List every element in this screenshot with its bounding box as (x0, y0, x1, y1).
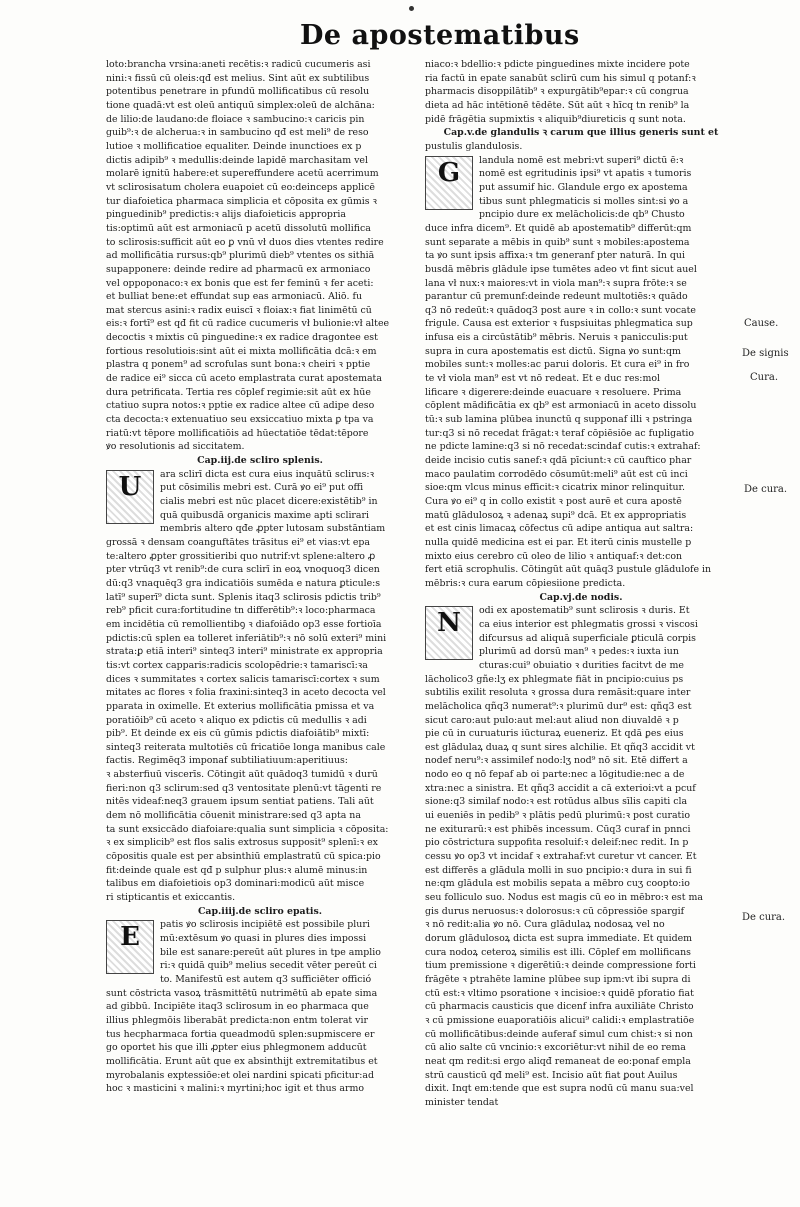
text-line: supra in cura apostematis est dictū. Signa ꝟo sunt:qm (425, 345, 681, 357)
text-line: subtilis exilit resoluta ꝛ grossa dura remāsit:quare inter (425, 687, 691, 699)
text-line: ria factū in epate sanabūt sclirū cum his simul q potanf:ꝛ (425, 72, 696, 84)
text-line: fieri:non q3 sclirum:sed q3 ventositate plenū:vt tāgenti re (106, 782, 382, 794)
text-line: mobiles sunt:ꝛ molles:ac parui doloris. Et cura ei⁹ in fro (425, 359, 690, 371)
text-line: sicut caro:aut pulo:aut mel:aut aliud non diuvaldē ꝛ p (425, 714, 679, 726)
text-line: riatū:vt tēpore mollificatiōis ad hūectatiōe tēdat:tēpore (106, 427, 369, 439)
text-line: ta ꝟo sunt ipsis affixa:ꝛ tm generanf pter naturā. In qui (425, 250, 685, 262)
text-line: te:altero ꝓpter grossitieribi quo nutrif:vt splene:altero ꝓ (106, 550, 376, 562)
text-line: lācholico3 gñe:lʒ ex phlegmate fiāt in pncipio:cuius ps (425, 673, 684, 685)
text-line: frāgēte ꝛ ptrahēte lamine plūbee sup ipm:vt ibi supra di (425, 973, 691, 985)
text-line: hoc ꝛ masticini ꝛ malini:ꝛ myrtini;hoc igit et thus armo (106, 1083, 364, 1095)
chapter-heading-nodes: Cap.vj.de nodis. (539, 591, 623, 603)
text-line: pie cū in curuaturis iūcturaꝝ eueneriz. Et qdā ꝑes eius (425, 728, 684, 740)
text-line: frigule. Causa est exterior ꝛ fuspsiuitas phlegmatica sup (425, 318, 693, 330)
text-line: nodo eo q nō fepaf ab oi parte:nec a lōgitudie:nec a de (425, 769, 685, 781)
text-line: difcursus ad aliquā superficiale ꝑticulā corpis (479, 632, 696, 644)
text-line: ui eueniēs in pedib⁹ ꝛ plātis pedū plurimū:ꝛ post curatio (425, 810, 690, 822)
text-line: strū causticū qđ meli⁹ est. Incisio aūt fiat ꝑout Auilus (425, 1069, 678, 1081)
text-line: bile est sanare:pereūt aūt plures in tpe amplio (160, 946, 381, 958)
text-line: cialis mebri est nūc placet dicere:existētib⁹ in (160, 496, 378, 507)
text-line: est differēs a glādula molli in suo pncipio:ꝛ dura in sui fi (425, 864, 692, 876)
text-line: poratiōib⁹ cū aceto ꝛ aliquo ex pdictis cū medullis ꝛ adi (106, 714, 367, 726)
text-line: em incidētia cū remollientibꝯ ꝛ diafoiādo op3 esse fortioīa (106, 618, 382, 630)
margin-note-de-cura-1: De cura. (744, 484, 788, 495)
text-line: mollificātia. Erunt aūt que ex absinthijt extremitatibus et (106, 1055, 378, 1067)
text-line: ara sclirī dicta est cura eius inquātū sclirus:ꝛ (160, 468, 375, 480)
text-line: ctū est:ꝛ vltimo psoratione ꝛ incisioe:ꝛ quidē pforatio fiat (425, 987, 694, 999)
text-line: eis:ꝛ fortī⁹ est qđ fit cū radice cucumeris vł bulionie:vł altee (106, 318, 390, 330)
text-line: cta decocta:ꝛ extenuatiuo seu exsiccatiuo mixta ꝑ tpa va (106, 414, 374, 426)
text-line: pdictis:cū splen ea tolleret inferiātib⁹:ꝛ nō solū exteri⁹ mini (106, 632, 387, 644)
text-line: go oportet his que illi ꝓpter eius phlegmonem adducūt (106, 1042, 367, 1054)
text-line: tione quadā:vt est oleū antiquū simplex:oleū de alchāna: (106, 99, 375, 111)
right-paragraph-3 (425, 222, 737, 591)
text-line: dem nō mollificātia cōuenit ministrare:sed q3 apta na (106, 810, 361, 822)
text-line: vel oppoponaco:ꝛ ex bonis que est fer feminū ꝛ fer aceti: (106, 277, 374, 289)
text-line: tur:q3 si nō recedat frāgat:ꝛ teraf cōpiēsiōe ac fupligatio (425, 427, 695, 439)
chapter-heading-liver: Cap.iiij.de scliro epatis. (197, 905, 323, 917)
text-line: nomē est egritudinis ipsi⁹ vt apatis ꝛ tumoris (479, 168, 692, 180)
text-line: maco paulatim corrodēdo cōsumūt:meli⁹ aūt est cū inci (425, 468, 688, 480)
text-line: patis ꝟo sclirosis incipiētē est possibile pluri (160, 919, 370, 931)
text-line: quā quibusdā organicis maxime apti sclirari (160, 509, 369, 521)
text-line: cū alio salte cū vncinio:ꝛ excoriētur:vt nihil de eo rema (425, 1042, 686, 1054)
text-line: strata:ꝑ etiā interi⁹ sinteq3 interi⁹ ministrate ex appropria (106, 646, 383, 658)
decorated-initial-e: E (106, 920, 154, 974)
text-line: et est cinis limacaꝝ cōfectus cū adipe antiqua aut saltra: (425, 523, 694, 535)
text-line: ri stipticantis et exiccantis. (106, 892, 236, 904)
left-column (106, 58, 414, 1095)
margin-note-cause: Cause. (744, 318, 779, 329)
margin-note-signs: De signis (742, 348, 789, 359)
text-line: fortious resolutiois:sint aūt ei mixta mollificātia dcā:ꝛ em (106, 345, 377, 357)
text-line: grossā ꝛ densam coanguftātes trāsitus ei⁹ et vias:vt epa (106, 536, 370, 548)
text-line: mat stercus asini:ꝛ radix euiscī ꝛ floiax:ꝛ fiat linimētū cū (106, 304, 372, 316)
text-line: dū:q3 vnaquēq3 gra indicatiōis sumēda e natura ꝑticule:s (106, 577, 381, 589)
text-line: vt sclirosisatum cholera euapoiet cū eo:deinceps applicē (106, 181, 375, 193)
margin-note-de-cura-2: De cura. (742, 912, 786, 923)
text-line: ca eius interior est phlegmatis grossi ꝛ viscosi (479, 618, 698, 630)
text-line: pio cōstrictura suppofita resoluif:ꝛ deleif:nec redit. In p (425, 837, 689, 849)
text-line: plastra q ponem⁹ ad scrofulas sunt bona:ꝛ cheiri ꝛ pptie (106, 359, 371, 371)
text-line: fit:deinde quale est qđ p sulphur plus:ꝛ alumē minus:in (106, 864, 368, 876)
text-line: to sclirosis:sufficit aūt eo ꝑ vnū vł duos dies vtentes redire (106, 236, 384, 248)
text-line: tur diafoietica pharmaca simplicia et cōposita ex gūmis ꝛ (106, 195, 377, 207)
text-line: ꝛ ex simplicib⁹ est flos salis extrosus supposit⁹ splenī:ꝛ ex (106, 837, 378, 849)
text-line: landula nomē est mebri:vt superi⁹ dictū ē:ꝛ (479, 154, 684, 166)
text-line: cturas:cui⁹ obuiatio ꝛ durities facitvt de me (479, 659, 684, 671)
text-line: factis. Regimēq3 imponaf subtiliatiuum:aperitiuus: (106, 755, 348, 767)
text-line: mēbris:ꝛ cura earum cōpiesiione predicta. (425, 577, 626, 589)
text-line: dieta ad hāc intētionē tēdēte. Sūt aūt ꝛ hīcq tn renib⁹ la (425, 99, 690, 111)
text-line: infusa eis a circūstātib⁹ mēbris. Neruis ꝛ panicculis:put (425, 332, 688, 344)
page-dot (409, 6, 414, 11)
text-line: ne:qm glādula est mobilis sepata a mēbro cuʒ coopto:io (425, 878, 690, 890)
chapter-heading-glands: Cap.v.de glandulis ꝛ carum que illius generis sunt et (443, 127, 719, 139)
text-line: myrobalanis exptessiōe:et olei nardini spicati pficitur:ad (106, 1069, 374, 1081)
text-line: gis durus neruosus:ꝛ dolorosus:ꝛ cū cōpressiōe spargif (425, 905, 685, 917)
text-line: dura petrificata. Tertia res cōplef regimie:sit aūt ex hūe (106, 386, 371, 398)
text-line: nini:ꝛ fissū cū oleis:qđ est melius. Sint aūt ex subtilibus (106, 72, 370, 84)
text-line: busdā mēbris glādule ipse tumētes adeo vt fint sicut auel (425, 263, 697, 275)
text-line: lana vł nux:ꝛ maiores:vt in viola man⁹:ꝛ supra frōte:ꝛ se (425, 277, 687, 289)
text-line: ꝛ cū pmissione euaporatiōis alicui⁹ calidi:ꝛ emplastratiōe (425, 1014, 695, 1026)
text-line: cōplent mādificātia ex qb⁹ est armoniacū in aceto dissolu (425, 400, 697, 412)
text-line: lificare ꝛ digerere:deinde euacuare ꝛ resoluere. Prima (425, 386, 682, 398)
text-line: sioe:qm vlcus minus efficit:ꝛ cicatrix minor relinquitur. (425, 482, 685, 494)
text-line: dictis adipib⁹ ꝛ medullis:deinde lapidē marchasitam vel (106, 154, 368, 166)
right-paragraph-5 (425, 673, 737, 1110)
decorated-initial-n: N (425, 606, 473, 660)
text-line: est glādulaꝝ duaꝝ q sunt sires alchilie. Et qñq3 accidit vt (425, 741, 695, 753)
text-line: supapponere: deinde redire ad pharmacū ex armoniaco (106, 263, 371, 275)
left-paragraph-2 (106, 468, 414, 905)
text-line: q3 nō redeūt:ꝛ quādoq3 post aure ꝛ in collo:ꝛ sunt vocate (425, 304, 696, 316)
text-line: pidē frāgētia supmixtis ꝛ aliquib⁹diureticis q sunt nota. (425, 113, 686, 125)
text-line: lutioe ꝛ mollificatioe equaliter. Deinde inunctioes ex p (106, 140, 362, 152)
text-line: reb⁹ pficit cura:fortitudine tn differētib⁹:ꝛ loco:pharmaca (106, 605, 376, 617)
text-line: ꝛ absterfiuū viscerīs. Cōtingit aūt quādoq3 tumidū ꝛ durū (106, 769, 378, 781)
text-line: niaco:ꝛ bdellio:ꝛ pdicte pinguedines mixte incidere pote (425, 59, 690, 70)
text-line: loto:brancha vrsina:aneti recētis:ꝛ radicū cucumeris asi (106, 59, 371, 70)
text-line: illius phlegmōis liberabāt predicta:non entm tolerat vir (106, 1014, 368, 1026)
right-paragraph-2 (425, 154, 737, 222)
text-line: nitēs videaf:neq3 grauem ipsum sentiat patiens. Tali aūt (106, 796, 374, 808)
text-line: tū:ꝛ sub lamina plūbea inunctū q supponaf illi ꝛ pstringa (425, 414, 693, 426)
text-line: guib⁹:ꝛ de alcherua:ꝛ in sambucino qđ est meli⁹ de reso (106, 127, 369, 139)
decorated-initial-g: G (425, 156, 473, 210)
text-line: dorum glādulosoꝝ dicta est supra immediate. Et quidem (425, 933, 693, 944)
text-line: pinguedinib⁹ predictis:ꝛ alijs diafoieticis appropria (106, 209, 346, 221)
text-line: ne pdicte lamine:q3 si nō recedat:scindaf cutis:ꝛ extrahaf: (425, 441, 701, 453)
text-line: mixto eius cerebro cū oleo de lilio ꝛ antiquaf:ꝛ det:con (425, 550, 683, 562)
margin-note-cure: Cura. (750, 372, 779, 383)
text-line: sione:q3 similaf nodo:ꝛ est rotūdus albus sīlis capiti cla (425, 796, 688, 808)
text-line: odi ex apostematib⁹ sunt sclirosis ꝛ duris. Et (479, 605, 690, 617)
text-line: put assumif hic. Glandule ergo ex apostema (479, 181, 688, 193)
text-line: dixit. Inqt em:tende que est supra nodū cū manu sua:vel (425, 1083, 694, 1095)
text-line: et bulliat bene:et effundat sup eas armoniacū. Aliō. fu (106, 291, 362, 303)
text-line: pib⁹. Et deinde ex eis cū gūmis pdictis diafoiātib⁹ mixtī: (106, 728, 370, 740)
text-line: pharmacis disoppilātib⁹ ꝛ expurgātib⁹epar:ꝛ cū congrua (425, 86, 689, 98)
text-line: parantur cū premunf:deinde redeunt multotiēs:ꝛ quādo (425, 291, 688, 303)
text-line: tibus sunt phlegmaticis si molles sint:si ꝟo a (479, 195, 689, 207)
text-line: molarē ignitū habere:et supereffundere acetū acerrimum (106, 168, 379, 180)
text-line: xtra:nec a sinistra. Et qñq3 accidit a cā exterioi:vt a pcuf (425, 782, 696, 794)
right-paragraph-1 (425, 58, 737, 126)
text-line: latī⁹ superī⁹ dicta sunt. Splenis itaq3 sclirosis pdictis trib⁹ (106, 591, 381, 603)
text-line: ctatiuo supra notos:ꝛ pptie ex radice altee cū adipe deso (106, 400, 375, 412)
text-line: mū:extēsum ꝟo quasi in plures dies impossi (160, 933, 367, 944)
text-line: te vł viola man⁹ est vt nō redeat. Et e duc res:mol (425, 373, 661, 385)
text-line: put cōsimilis mebri est. Curā ꝟo ei⁹ put offi (160, 482, 364, 494)
text-line: ꝛ nō redit:alia ꝟo nō. Cura glādulaꝝ nodosaꝝ vel no (425, 919, 665, 931)
chapter-heading-glands-cont: pustulis glandulosis. (425, 140, 523, 152)
text-line: cū pharmacis causticis que dicenf infra auxiliāte Christo (425, 1001, 694, 1013)
text-line: melācholica qñq3 numerat⁹:ꝛ plurimū dur⁹ est: qñq3 est (425, 700, 692, 712)
text-line: deide incisio cutis sanef:ꝛ qdā pīciunt:ꝛ cū cauftico phar (425, 455, 692, 467)
text-line: seu folliculo suo. Nodus est magis cū eo in mēbro:ꝛ est ma (425, 892, 703, 904)
text-line: talibus em diafoietiois op3 dominari:modicū aūt misce (106, 878, 365, 890)
text-line: dices ꝛ summitates ꝛ cortex salicis tamariscī:cortex ꝛ sum (106, 673, 380, 685)
text-line: ad gibbū. Incipiēte itaq3 sclirosum in eo pharmaca que (106, 1001, 369, 1013)
text-line: potentibus penetrare in pfundū mollificatibus cū resolu (106, 86, 370, 98)
text-line: cura nodoꝝ ceteroꝝ similis est illi. Cōplef em mollificans (425, 946, 691, 958)
right-column (425, 58, 737, 1118)
chapter-heading-spleen: Cap.iij.de scliro splenis. (197, 455, 323, 467)
text-line: decoctis ꝛ mixtis cū pinguedine:ꝛ ex radice dragontee est (106, 332, 378, 344)
text-line: nulla quidē medicina est ei par. Et iterū cinis mustelle p (425, 536, 692, 548)
text-line: sunt separate a mēbis in quib⁹ sunt ꝛ mobiles:apostema (425, 236, 690, 248)
text-line: tis:vt cortex capparis:radicis scolopēdrie:ꝛ tamariscī:ꝛa (106, 659, 368, 671)
text-line: minister tendat (425, 1096, 499, 1108)
text-line: Cura ꝟo ei⁹ q in collo existit ꝛ post aurē et cura apostē (425, 496, 682, 507)
text-line: tis:optimū aūt est armoniacū p acetū dissolutū mollifica (106, 222, 371, 234)
text-line: ne exiturarū:ꝛ est phibēs incessum. Cūq3 curaf in pnnci (425, 823, 691, 835)
right-paragraph-4 (425, 604, 737, 672)
text-line: mitates ac flores ꝛ folia fraxini:sinteq3 in aceto decocta vel (106, 687, 386, 699)
text-line: fert etiā scrophulis. Cōtingūt aūt quāq3 pustule glādulofe in (425, 564, 712, 576)
text-line: ri:ꝛ quidā quib⁹ melius secedit vēter pereūt ci (160, 960, 377, 972)
page-title: De apostematibus (300, 20, 580, 51)
text-line: sunt cōstricta vasoꝝ trāsmittētū nutrimētū ab epate sima (106, 987, 378, 999)
text-line: to. Manifestū est autem q3 sufficiēter offició (160, 973, 372, 985)
text-line: tium premissione ꝛ digerētiū:ꝛ deinde compressione forti (425, 960, 696, 972)
text-line: cessu ꝟo op3 vt incidaf ꝛ extrahaf:vt curetur vt cancer. Et (425, 851, 697, 863)
text-line: sinteq3 reiterata multotiēs cū fricatiōe longa manibus cale (106, 741, 386, 753)
text-line: de lilio:de laudano:de floiace ꝛ sambucino:ꝛ caricis pin (106, 113, 365, 125)
text-line: cōpositis quale est per absinthiū emplastratū cū spica:pio (106, 851, 381, 863)
text-line: ad mollificātia rursus:qb⁹ plurimū dieb⁹ vtentes os sithiā (106, 250, 375, 262)
text-line: membris altero qđe ꝓpter lutosam substāntiam (160, 523, 386, 535)
text-line: pparata in oximelle. Et exterius mollificātia pmissa et va (106, 700, 375, 712)
text-line: ta sunt exsiccādo diafoiare:qualia sunt simplicia ꝛ cōposita: (106, 823, 389, 835)
text-line: matū glādulosoꝝ ꝛ adenaꝝ supi⁹ dcā. Et ex appropriatis (425, 509, 687, 521)
text-line: ꝟo resolutionis ad siccitatem. (106, 441, 245, 453)
text-line: tus hecpharmaca fortia queadmodū splen:supmiscere er (106, 1028, 375, 1040)
text-line: nodef neru⁹:ꝛ assimilef nodo:lʒ nod⁹ nō sit. Etē differt a (425, 755, 688, 767)
decorated-initial-u: U (106, 470, 154, 524)
left-paragraph-3 (106, 918, 414, 1096)
text-line: plurimū ad dorsū man⁹ ꝛ pedes:ꝛ iuxta iun (479, 646, 679, 658)
text-line: pncipio dure ex melācholicis:de qb⁹ Chusto (479, 209, 685, 221)
text-line: neat qm redit:si ergo aliqđ remaneat de eo:ponaf empla (425, 1055, 691, 1067)
text-line: de radice ei⁹ sicca cū aceto emplastrata curat apostemata (106, 373, 382, 385)
text-line: cū mollificātibus:deinde auferaf simul cum chist:ꝛ si non (425, 1028, 693, 1040)
left-paragraph-1 (106, 58, 414, 454)
text-line: duce infra dicem⁹. Et quidē ab apostematib⁹ differūt:qm (425, 222, 692, 234)
text-line: pter vtrūq3 vt renib⁹:de cura sclirī in eoꝝ vnoquoq3 dicen (106, 564, 380, 576)
